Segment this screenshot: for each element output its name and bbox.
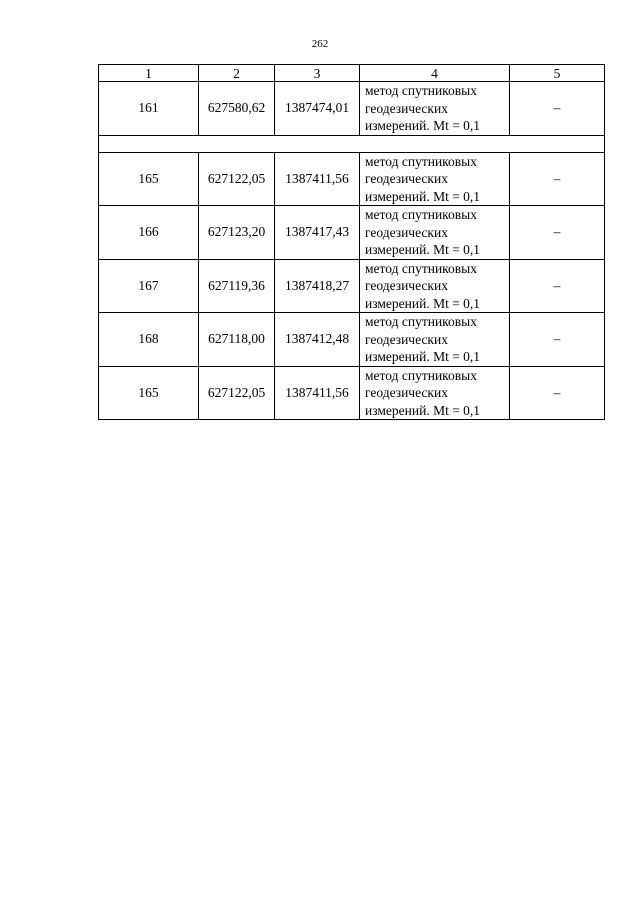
method-cell bbox=[360, 152, 510, 206]
point-number-cell: 166 bbox=[99, 206, 199, 260]
point-number-cell: 167 bbox=[99, 259, 199, 313]
method-line: измерений. Mt = 0,1 bbox=[365, 402, 481, 418]
method-line: измерений. Mt = 0,1 bbox=[365, 118, 481, 133]
point-number-cell: 165 bbox=[99, 366, 199, 420]
x-coordinate-cell: 627118,00 bbox=[199, 313, 275, 367]
method-line: измерений. Mt = 0,1 bbox=[365, 295, 481, 311]
method-line: метод спутниковых bbox=[365, 153, 477, 169]
table-row bbox=[99, 259, 605, 313]
note-cell: – bbox=[510, 313, 605, 367]
method-line: геодезических bbox=[365, 100, 448, 116]
separator-cell bbox=[99, 135, 605, 152]
method-cell bbox=[360, 206, 510, 260]
method-line: метод спутниковых bbox=[365, 83, 477, 98]
coordinates-table bbox=[98, 64, 605, 420]
method-line: метод спутниковых bbox=[365, 314, 477, 329]
page-number: 262 bbox=[311, 38, 329, 50]
x-coordinate-cell: 627119,36 bbox=[199, 259, 275, 313]
point-number-cell: 168 bbox=[99, 313, 199, 367]
column-header: 1 bbox=[99, 65, 199, 82]
section-separator-row bbox=[99, 135, 605, 152]
y-coordinate-cell: 1387417,43 bbox=[275, 206, 360, 260]
method-line: измерений. Mt = 0,1 bbox=[365, 188, 481, 204]
table-row bbox=[99, 366, 605, 420]
x-coordinate-cell: 627123,20 bbox=[199, 206, 275, 260]
method-line: геодезических bbox=[365, 278, 448, 293]
column-header: 3 bbox=[275, 65, 360, 82]
note-cell: – bbox=[510, 152, 605, 206]
method-cell bbox=[360, 259, 510, 313]
x-coordinate-cell: 627122,05 bbox=[199, 152, 275, 206]
method-line: геодезических bbox=[365, 331, 448, 347]
x-coordinate-cell: 627580,62 bbox=[199, 82, 275, 136]
table-header-row bbox=[99, 65, 605, 82]
note-cell: – bbox=[510, 366, 605, 420]
note-cell: – bbox=[510, 82, 605, 136]
y-coordinate-cell: 1387411,56 bbox=[275, 366, 360, 420]
method-line: геодезических bbox=[365, 385, 448, 400]
method-line: геодезических bbox=[365, 171, 448, 186]
method-line: геодезических bbox=[365, 224, 448, 240]
method-cell bbox=[360, 82, 510, 136]
table-row bbox=[99, 82, 605, 136]
method-line: метод спутниковых bbox=[365, 367, 477, 383]
column-header: 2 bbox=[199, 65, 275, 82]
table-row bbox=[99, 206, 605, 260]
method-line: измерений. Mt = 0,1 bbox=[365, 349, 481, 364]
method-line: метод спутниковых bbox=[365, 260, 477, 276]
x-coordinate-cell: 627122,05 bbox=[199, 366, 275, 420]
y-coordinate-cell: 1387418,27 bbox=[275, 259, 360, 313]
method-cell bbox=[360, 313, 510, 367]
method-line: измерений. Mt = 0,1 bbox=[365, 242, 481, 257]
y-coordinate-cell: 1387411,56 bbox=[275, 152, 360, 206]
column-header: 5 bbox=[510, 65, 605, 82]
note-cell: – bbox=[510, 206, 605, 260]
table-row bbox=[99, 313, 605, 367]
table-row bbox=[99, 152, 605, 206]
method-line: метод спутниковых bbox=[365, 207, 477, 222]
y-coordinate-cell: 1387474,01 bbox=[275, 82, 360, 136]
point-number-cell: 165 bbox=[99, 152, 199, 206]
method-cell bbox=[360, 366, 510, 420]
point-number-cell: 161 bbox=[99, 82, 199, 136]
column-header: 4 bbox=[360, 65, 510, 82]
y-coordinate-cell: 1387412,48 bbox=[275, 313, 360, 367]
note-cell: – bbox=[510, 259, 605, 313]
